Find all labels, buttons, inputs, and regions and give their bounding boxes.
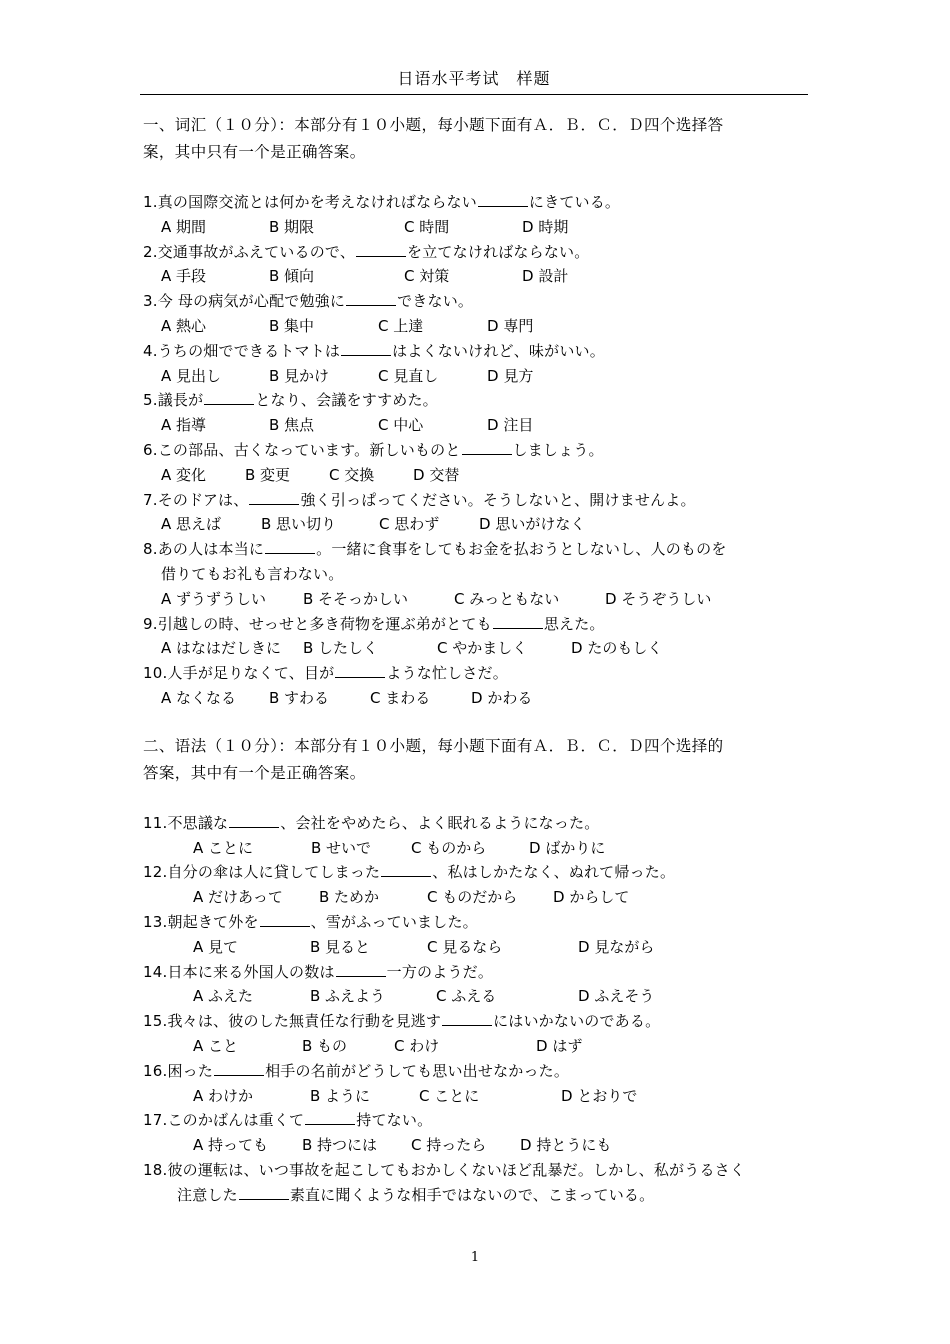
options-row <box>143 984 815 1009</box>
option: D ふえそう <box>578 987 655 1006</box>
option: A 指導 <box>161 416 207 435</box>
section-heading: 二、语法（１０分）：本部分有１０小题，每小题下面有Ａ．Ｂ．Ｃ．Ｄ四个选择的 <box>143 736 724 755</box>
option: C ものから <box>411 838 487 857</box>
option: B すわる <box>269 688 330 707</box>
answer-blank <box>204 390 254 405</box>
answer-blank <box>478 192 528 207</box>
options-row <box>143 512 815 537</box>
option: A 変化 <box>161 465 207 484</box>
options-row <box>143 686 815 711</box>
option: A なくなる <box>161 688 237 707</box>
question: 14.日本に来る外国人の数は 一方のようだ。 <box>143 962 494 981</box>
option: C 対策 <box>404 267 450 286</box>
question: 17.このかばんは重くて 持てない。 <box>143 1111 433 1130</box>
option: D 見方 <box>487 366 534 385</box>
option: A ふえた <box>193 987 254 1006</box>
option: C 見直し <box>378 366 439 385</box>
option: B 焦点 <box>269 416 315 435</box>
answer-blank <box>381 862 431 877</box>
question: 12.自分の傘は人に貸してしまった 、私はしかたなく、ぬれて帰った。 <box>143 863 676 882</box>
option: B そそっかしい <box>303 589 409 608</box>
question: 15.我々は、彼のした無責任な行動を見逃す にはいかないのである。 <box>143 1012 661 1031</box>
option: A はなはだしきに <box>161 639 282 658</box>
answer-blank <box>305 1110 355 1125</box>
option: D ばかりに <box>529 838 606 857</box>
options-row <box>143 413 815 438</box>
option: D 時期 <box>522 217 569 236</box>
option: C ふえる <box>436 987 497 1006</box>
option: D 思いがけなく <box>479 515 586 534</box>
option: D たのもしく <box>571 639 663 658</box>
answer-blank <box>346 291 396 306</box>
option: D そうぞうしい <box>605 589 712 608</box>
question: 9.引越しの時、せっせと多き荷物を運ぶ弟がとても 思えた。 <box>143 614 605 633</box>
options-row <box>143 364 815 389</box>
question: 16.困った 相手の名前がどうしても思い出せなかった。 <box>143 1061 570 1080</box>
option: D かわる <box>471 688 533 707</box>
option: B 集中 <box>269 316 315 335</box>
options-row <box>143 1034 815 1059</box>
option: A 手段 <box>161 267 207 286</box>
option: C みっともない <box>454 589 560 608</box>
option: D はず <box>536 1036 583 1055</box>
option: C 持ったら <box>411 1136 487 1155</box>
option: A 見て <box>193 937 239 956</box>
option: C 思わず <box>379 515 440 534</box>
answer-blank <box>356 242 406 257</box>
page-number: 1 <box>470 1250 480 1265</box>
options-row <box>143 885 815 910</box>
option: A 見出し <box>161 366 222 385</box>
option: A ことに <box>193 838 254 857</box>
options-row <box>143 314 815 339</box>
option: B もの <box>302 1036 348 1055</box>
answer-blank <box>239 1185 289 1200</box>
options-row <box>143 1084 815 1109</box>
options-row <box>143 1133 815 1158</box>
option: C わけ <box>394 1036 440 1055</box>
option: C ことに <box>419 1086 480 1105</box>
question-continuation: 注意した 素直に聞くような相手ではないので、こまっている。 <box>177 1185 655 1204</box>
option: A 期間 <box>161 217 207 236</box>
options-row <box>143 636 815 661</box>
section-grammar <box>143 733 815 1208</box>
option: C 中心 <box>378 416 424 435</box>
option: A こと <box>193 1036 239 1055</box>
section-vocabulary <box>143 112 815 711</box>
option: A 熱心 <box>161 316 207 335</box>
question: 4.うちの畑でできるトマトは はよくないけれど、味がいい。 <box>143 341 605 360</box>
option: D とおりで <box>561 1086 638 1105</box>
option: D 見ながら <box>578 937 655 956</box>
option: B ように <box>310 1086 371 1105</box>
section-heading-cont: 答案，其中有一个是正确答案。 <box>143 763 366 782</box>
option: A だけあって <box>193 888 283 907</box>
answer-blank <box>214 1061 264 1076</box>
option: A わけか <box>193 1086 254 1105</box>
answer-blank <box>229 813 279 828</box>
option: D 交替 <box>413 465 460 484</box>
answer-blank <box>265 539 315 554</box>
option: B 思い切り <box>261 515 337 534</box>
option: B 期限 <box>269 217 315 236</box>
option: B ためか <box>319 888 380 907</box>
option: A 思えば <box>161 515 222 534</box>
option: D からして <box>553 888 630 907</box>
option: B 変更 <box>245 465 291 484</box>
option: B ふえよう <box>310 987 386 1006</box>
option: A ずうずうしい <box>161 589 267 608</box>
answer-blank <box>335 663 385 678</box>
option: D 専門 <box>487 316 534 335</box>
question-continuation: 借りてもお礼も言わない。 <box>161 564 344 583</box>
question: 3.今 母の病気が心配で勉強に できない。 <box>143 292 474 311</box>
option: D 注目 <box>487 416 534 435</box>
answer-blank <box>249 490 299 505</box>
answer-blank <box>493 614 543 629</box>
answer-blank <box>341 341 391 356</box>
answer-blank <box>260 912 310 927</box>
option: D 持とうにも <box>520 1136 612 1155</box>
option: B 見かけ <box>269 366 330 385</box>
page-header <box>140 66 808 95</box>
options-row <box>143 935 815 960</box>
question: 6.この部品、古くなっています。新しいものと しましょう。 <box>143 440 604 459</box>
option: B 見ると <box>310 937 371 956</box>
answer-blank <box>462 440 512 455</box>
question: 18.彼の運転は、いつ事故を起こしてもおかしくないほど乱暴だ。しかし、私がうるさく <box>143 1160 746 1179</box>
question: 5.議長が となり、会議をすすめた。 <box>143 391 438 410</box>
section-heading: 一、词汇（１０分）：本部分有１０小题，每小题下面有Ａ．Ｂ．Ｃ．Ｄ四个选择答 <box>143 116 724 134</box>
question: 8.あの人は本当に 。一緒に食事をしてもお金を払おうとしないし、人のものを <box>143 540 727 559</box>
options-row <box>143 215 815 240</box>
option: C 見るなら <box>427 937 503 956</box>
option: C 交換 <box>329 465 375 484</box>
question: 11.不思議な 、会社をやめたら、よく眠れるようになった。 <box>143 813 600 832</box>
option: B 持つには <box>302 1136 378 1155</box>
exam-content <box>143 112 815 1207</box>
option: C まわる <box>370 688 431 707</box>
question: 2.交通事故がふえているので、 を立てなければならない。 <box>143 242 590 261</box>
option: B したしく <box>303 639 379 658</box>
option: C やかましく <box>437 639 528 658</box>
options-row <box>143 587 815 612</box>
question: 10.人手が足りなくて、目が ような忙しさだ。 <box>143 664 508 683</box>
answer-blank <box>336 962 386 977</box>
options-row <box>143 836 815 861</box>
options-row <box>143 463 815 488</box>
option: B 傾向 <box>269 267 315 286</box>
option: C ものだから <box>427 888 518 907</box>
answer-blank <box>442 1011 492 1026</box>
question: 13.朝起きて外を 、雪がふっていました。 <box>143 912 478 931</box>
option: A 持っても <box>193 1136 269 1155</box>
question: 7.そのドアは、 強く引っぱってください。そうしないと、開けませんよ。 <box>143 490 696 509</box>
question: 1.真の国際交流とは何かを考えなければならない にきている。 <box>143 193 621 211</box>
options-row <box>143 264 815 289</box>
option: C 上達 <box>378 316 424 335</box>
option: C 時間 <box>404 217 450 236</box>
section-heading-cont: 案，其中只有一个是正确答案。 <box>143 143 366 161</box>
header-title: 日语水平考试 样题 <box>397 69 551 88</box>
option: D 設計 <box>522 267 569 286</box>
option: B せいで <box>311 838 372 857</box>
